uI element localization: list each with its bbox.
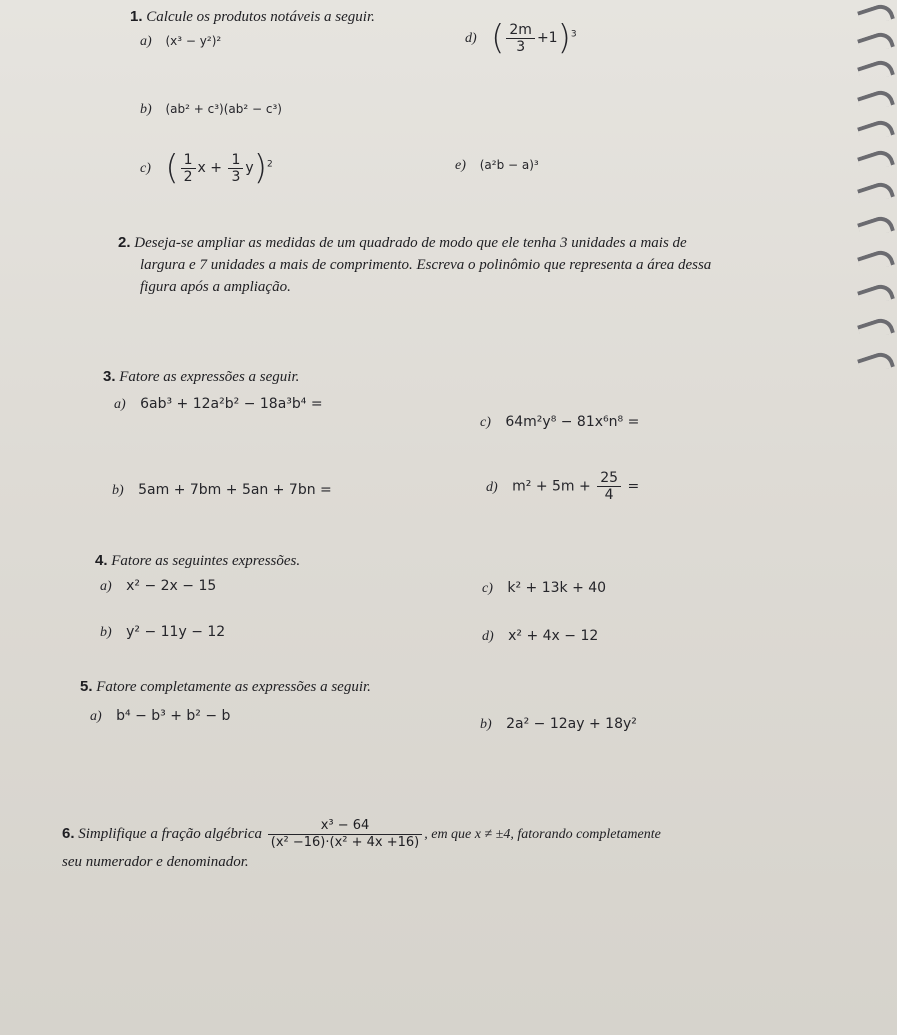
q5-title: Fatore completamente as expressões a seguir.: [96, 679, 371, 695]
q4-item-c: c) k² + 13k + 40: [482, 580, 607, 596]
q5-item-a: a) b⁴ − b³ + b² − b: [90, 708, 231, 724]
q3-title: Fatore as expressões a seguir.: [119, 369, 300, 385]
q3-number: 3.: [103, 368, 116, 385]
q4-item-d: d) x² + 4x − 12: [482, 628, 599, 644]
notebook-spiral: [857, 0, 897, 400]
q6-line2: seu numerador e denominador.: [62, 854, 249, 870]
q1-item-e: e) (a²b − a)³: [455, 158, 539, 173]
q4-item-b: b) y² − 11y − 12: [100, 624, 226, 640]
q1-item-a: a) (x³ − y²)²: [140, 34, 222, 49]
q4-heading: [95, 552, 300, 570]
q1-title: Calcule os produtos notáveis a seguir.: [146, 9, 375, 25]
q6-post: , em que x ≠ ±4, fatorando completamente: [424, 826, 661, 842]
q1-item-b: b) (ab² + c³)(ab² − c³): [140, 102, 282, 117]
q4-title: Fatore as seguintes expressões.: [111, 553, 301, 569]
q3-item-d: d) m² + 5m + $\frac{25}{4}$ =: [486, 470, 640, 503]
q3-item-b: b) 5am + 7bm + 5an + 7bn =: [112, 482, 332, 498]
q6-number: 6.: [62, 824, 75, 842]
q6-pre: Simplifique a fração algébrica: [78, 825, 262, 842]
q3-item-a: a) 6ab³ + 12a²b² − 18a³b⁴ =: [114, 396, 323, 412]
q3-heading: [103, 368, 299, 386]
q1-number: 1.: [130, 8, 143, 25]
q5-heading: [80, 678, 371, 696]
q1-heading: [130, 8, 375, 26]
q1-item-c: c) ( $\frac{1}{2}$ x + $\frac{1}{3}$ y)$^2$: [140, 148, 273, 188]
q2-number: 2.: [118, 234, 131, 251]
q2-line1: Deseja-se ampliar as medidas de um quadrado de modo que ele tenha 3 unidades a mais de: [134, 235, 687, 251]
q4-item-a: a) x² − 2x − 15: [100, 578, 217, 594]
q2-line2: largura e 7 unidades a mais de comprimento. Escreva o polinômio que representa a área dessa: [140, 257, 712, 273]
q6-fraction: $\frac{\text{x³ − 64}}{\text{(x² −16)·(x² + 4x +16)}}$: [268, 818, 422, 851]
q5-number: 5.: [80, 678, 93, 695]
q5-item-b: b) 2a² − 12ay + 18y²: [480, 716, 637, 732]
q3-item-c: c) 64m²y⁸ − 81x⁶n⁸ =: [480, 414, 640, 430]
q6-block: [62, 818, 882, 873]
q2-block: [118, 232, 838, 298]
q2-line3: figura após a ampliação.: [140, 279, 291, 295]
q1-item-d: d) ( $\frac{2m}{3}$ +1)$^3$: [465, 18, 577, 58]
q4-number: 4.: [95, 552, 108, 569]
